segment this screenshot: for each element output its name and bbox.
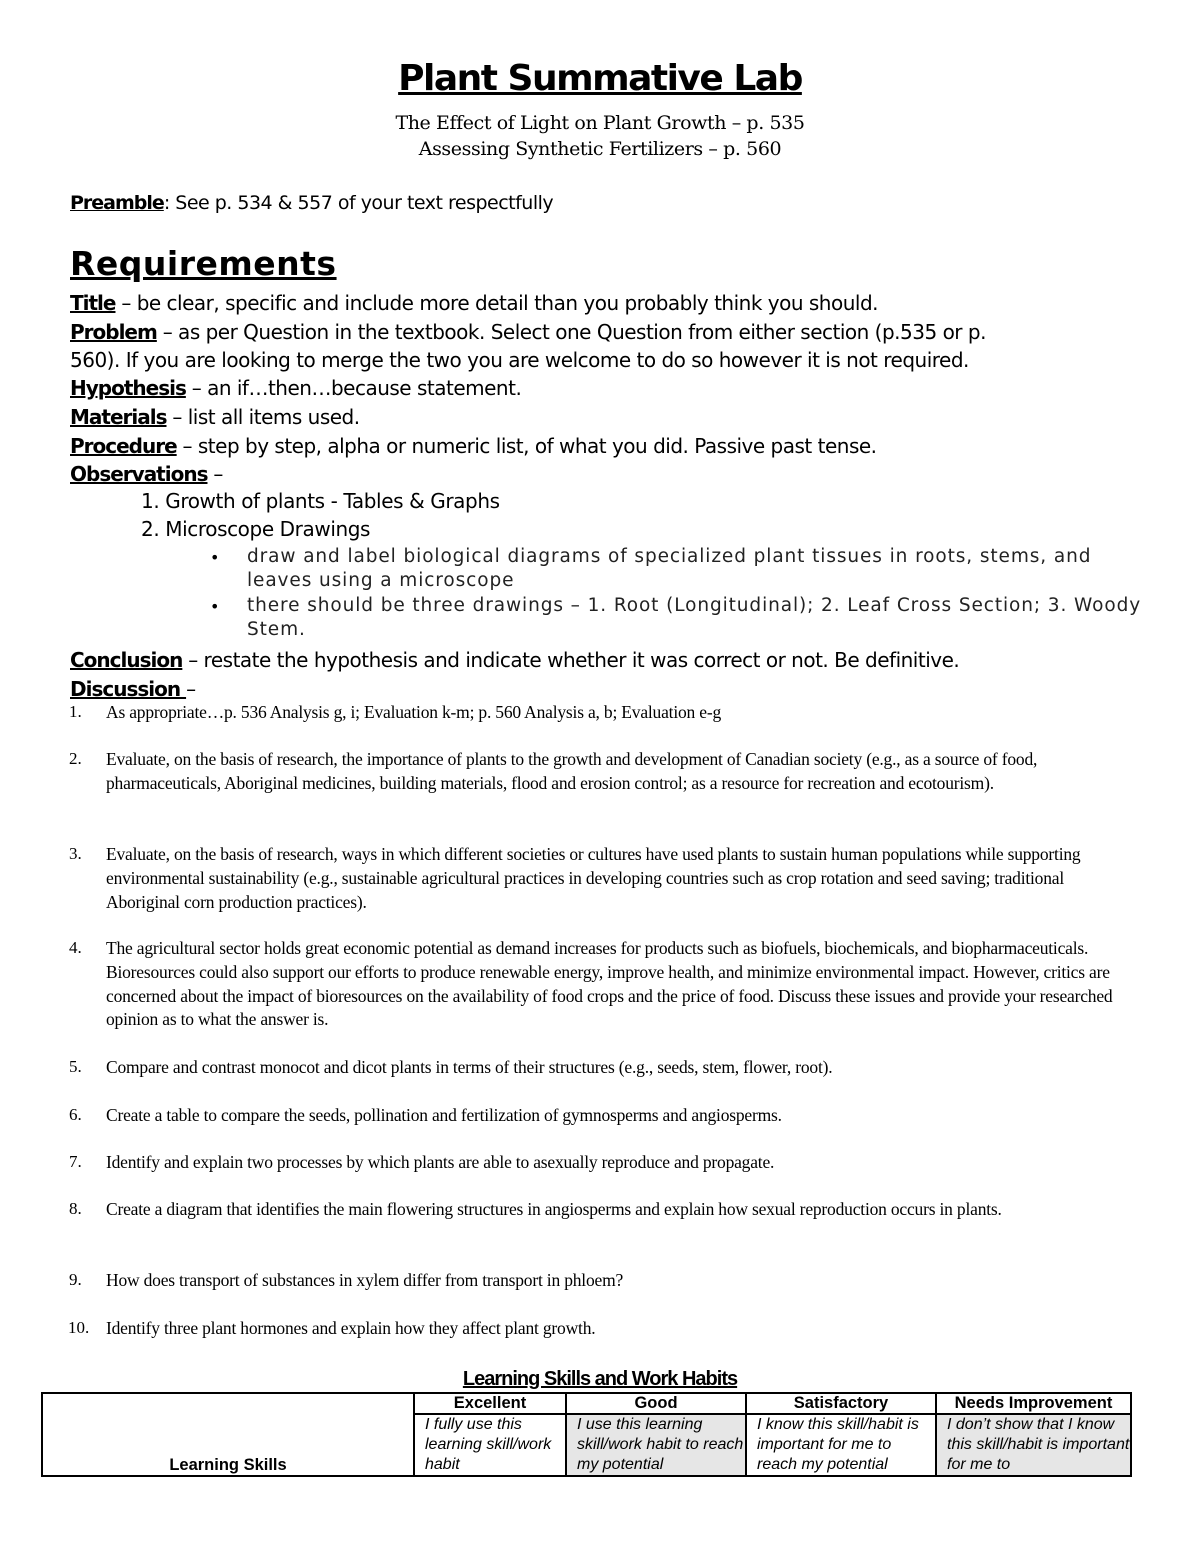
req-materials-text: – list all items used. xyxy=(166,405,360,429)
preamble-text: : See p. 534 & 557 of your text respectfully xyxy=(163,192,554,214)
discussion-item: How does transport of substances in xylem differ from transport in phloem? xyxy=(106,1270,624,1290)
discussion-number: 4. xyxy=(69,938,82,957)
req-materials-label: Materials xyxy=(70,405,167,429)
satisfactory-description: I know this skill/habit is important for me to reach my potential xyxy=(746,1414,936,1476)
discussion-item: Evaluate, on the basis of research, ways in which different societies or cultures have used plants to sustain human populations while supporting environmental sustainability (e.g., sustainable agricultural practices in developing countries such as crop rotation and seed saving; traditional Aboriginal corn production practices). xyxy=(106,844,1081,912)
req-conclusion-label: Conclusion xyxy=(70,648,183,672)
req-discussion-label: Discussion xyxy=(70,677,187,701)
req-observations-text: – xyxy=(207,462,223,486)
preamble xyxy=(70,192,553,214)
req-title-label: Title xyxy=(70,291,116,315)
req-problem-continued: 560). If you are looking to merge the two you are welcome to do so however it is not required. xyxy=(70,348,969,372)
discussion-item: Evaluate, on the basis of research, the importance of plants to the growth and development of Canadian society (e.g., as a source of food, pharmaceuticals, Aboriginal medicines, building materials, flood and erosion control; as a resource for recreation and ecotourism). xyxy=(106,749,1038,793)
discussion-item: Identify three plant hormones and explain how they affect plant growth. xyxy=(106,1318,596,1338)
req-observations xyxy=(70,460,1130,488)
req-hypothesis xyxy=(70,374,1130,402)
subtitle-fertilizers: Assessing Synthetic Fertilizers – p. 560 xyxy=(418,138,782,160)
column-header-needs-improvement: Needs Improvement xyxy=(936,1393,1131,1414)
req-problem-label: Problem xyxy=(70,320,157,344)
discussion-item: The agricultural sector holds great economic potential as demand increases for products such as biofuels, biochemicals, and biopharmaceuticals. Bioresources could also support our efforts to produce renewable energy, improve health, and minimize environmental impact. However, critics are concerned about the impact of bioresources on the availability of food crops and the price of food. Discuss these issues and provide your researched opinion as to what the answer is. xyxy=(106,938,1113,1030)
bullet-icon: • xyxy=(210,597,220,616)
discussion-item: Identify and explain two processes by which plants are able to asexually reproduce and propagate. xyxy=(106,1152,775,1172)
bullet-icon: • xyxy=(210,548,220,567)
observation-item: 1. Growth of plants - Tables & Graphs xyxy=(141,489,500,513)
observation-bullet: draw and label biological diagrams of specialized plant tissues in roots, stems, and leaves using a microscope xyxy=(247,546,1092,591)
discussion-number: 2. xyxy=(69,749,82,768)
req-discussion xyxy=(70,675,1130,703)
req-conclusion-text: – restate the hypothesis and indicate whether it was correct or not. Be definitive. xyxy=(182,648,960,672)
req-problem-text: – as per Question in the textbook. Select one Question from either section (p.535 or p. xyxy=(156,320,986,344)
column-header-excellent: Excellent xyxy=(414,1393,566,1414)
req-title-text: – be clear, specific and include more detail than you probably think you should. xyxy=(115,291,879,315)
req-hypothesis-label: Hypothesis xyxy=(70,376,186,400)
req-problem xyxy=(70,318,1130,346)
discussion-number: 7. xyxy=(69,1152,82,1171)
observation-item: 2. Microscope Drawings xyxy=(141,517,371,541)
discussion-number: 9. xyxy=(69,1270,82,1289)
excellent-description: I fully use this learning skill/work habit xyxy=(414,1414,566,1476)
column-header-good: Good xyxy=(566,1393,746,1414)
discussion-number: 5. xyxy=(69,1057,82,1076)
discussion-number: 1. xyxy=(69,702,82,721)
discussion-number: 10. xyxy=(68,1318,90,1337)
needs-improvement-description: I don’t show that I know this skill/habit is important for me to xyxy=(936,1414,1131,1476)
column-header-satisfactory: Satisfactory xyxy=(746,1393,936,1414)
req-materials xyxy=(70,403,1130,431)
requirements-heading: Requirements xyxy=(70,244,337,283)
subtitle-light: The Effect of Light on Plant Growth – p. 535 xyxy=(395,112,805,134)
req-hypothesis-text: – an if…then…because statement. xyxy=(185,376,522,400)
page-title: Plant Summative Lab xyxy=(398,58,802,99)
discussion-number: 6. xyxy=(69,1105,82,1124)
good-description: I use this learning skill/work habit to reach my potential xyxy=(566,1414,746,1476)
learning-skills-label: Learning Skills xyxy=(42,1393,414,1476)
discussion-item: Create a diagram that identifies the main flowering structures in angiosperms and explain how sexual reproduction occurs in plants. xyxy=(106,1199,1002,1219)
discussion-item: Create a table to compare the seeds, pollination and fertilization of gymnosperms and angiosperms. xyxy=(106,1105,782,1125)
preamble-label: Preamble xyxy=(70,192,164,214)
req-conclusion xyxy=(70,646,1130,674)
discussion-item: Compare and contrast monocot and dicot plants in terms of their structures (e.g., seeds, stem, flower, root). xyxy=(106,1057,833,1077)
req-procedure-label: Procedure xyxy=(70,434,177,458)
learning-skills-heading: Learning Skills and Work Habits xyxy=(462,1368,738,1390)
req-procedure-text: – step by step, alpha or numeric list, of what you did. Passive past tense. xyxy=(176,434,877,458)
discussion-number: 3. xyxy=(69,844,82,863)
discussion-item: As appropriate…p. 536 Analysis g, i; Evaluation k-m; p. 560 Analysis a, b; Evaluation e-g xyxy=(106,702,722,722)
learning-skills-table xyxy=(41,1392,1132,1477)
req-title xyxy=(70,289,1130,317)
observation-bullet: there should be three drawings – 1. Root (Longitudinal); 2. Leaf Cross Section; 3. Woody Stem. xyxy=(247,595,1142,640)
discussion-number: 8. xyxy=(69,1199,82,1218)
req-procedure xyxy=(70,432,1130,460)
table-header-row xyxy=(42,1393,1131,1414)
req-discussion-text: – xyxy=(186,677,196,701)
req-observations-label: Observations xyxy=(70,462,208,486)
